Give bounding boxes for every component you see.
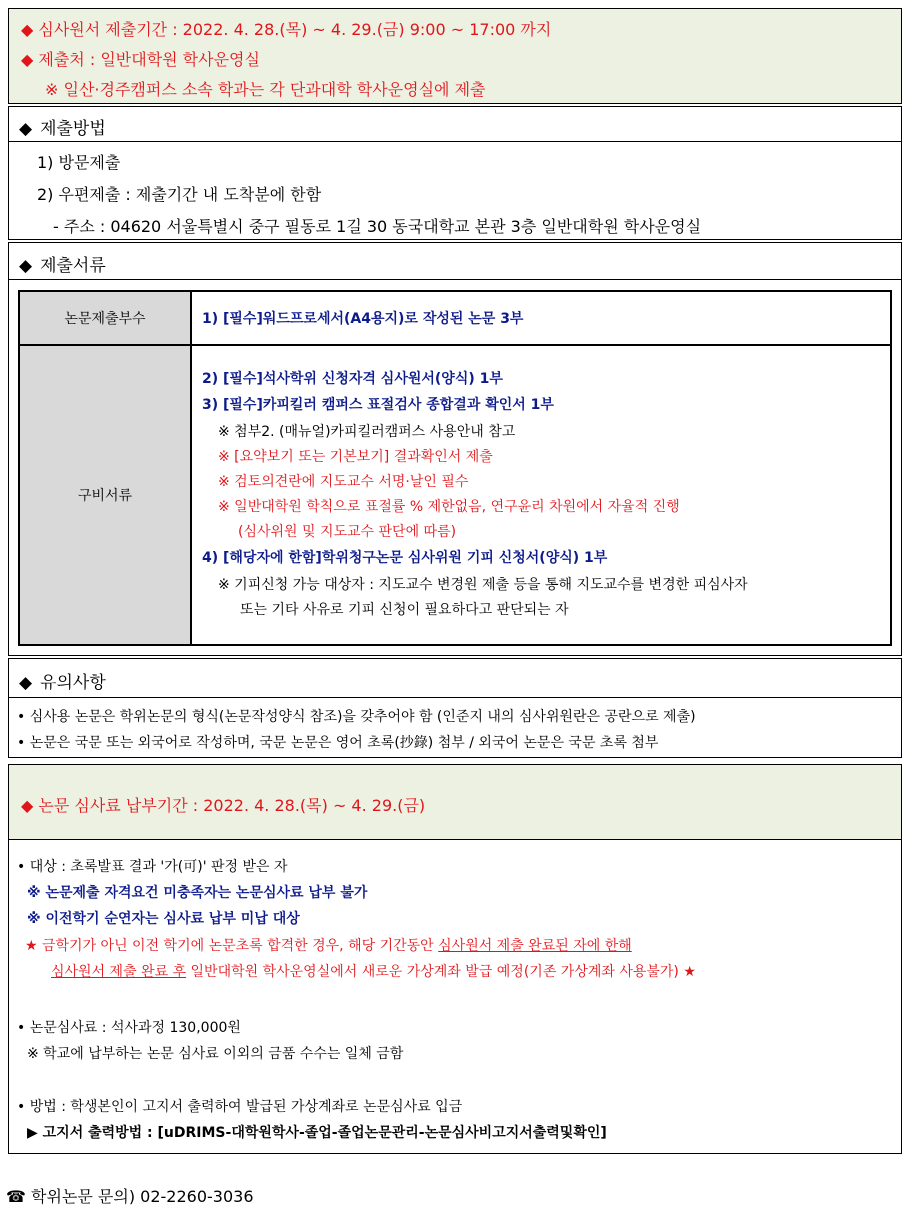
caution-item-1: • 심사용 논문은 학위논문의 형식(논문작성양식 참조)을 갖추어야 함 (인준지 내의 심사위원란은 공란으로 제출) bbox=[17, 709, 696, 725]
row2-label-cell bbox=[20, 346, 192, 644]
doc-note-4b: 또는 기타 사유로 기피 신청이 필요하다고 판단되는 자 bbox=[240, 602, 569, 618]
caution-title-box bbox=[8, 658, 902, 698]
doc-item-2: 2) [필수]석사학위 신청자격 심사원서(양식) 1부 bbox=[202, 371, 503, 387]
docs-title-box bbox=[8, 242, 902, 280]
doc-note-3b: ※ [요약보기 또는 기본보기] 결과확인서 제출 bbox=[218, 449, 493, 465]
fee-target: • 대상 : 초록발표 결과 '가(可)' 판정 받은 자 bbox=[17, 859, 288, 875]
docs-title: 제출서류 bbox=[40, 256, 106, 276]
doc-item-4: 4) [해당자에 한함]학위청구논문 심사위원 기피 신청서(양식) 1부 bbox=[202, 550, 608, 566]
row1-label: 논문제출부수 bbox=[64, 311, 146, 327]
campus-note: ※ 일산·경주캠퍼스 소속 학과는 각 단과대학 학사운영실에 제출 bbox=[45, 80, 486, 99]
fee-title-box bbox=[8, 764, 902, 840]
fee-star-line-2 bbox=[51, 961, 696, 981]
fee-star-1a: ★ 금학기가 아닌 이전 학기에 논문초록 합격한 경우, 해당 기간동안 bbox=[25, 938, 439, 954]
method-post: 2) 우편제출 : 제출기간 내 도착분에 한함 bbox=[37, 185, 322, 204]
caution-title: 유의사항 bbox=[40, 673, 106, 693]
fee-star-line-1 bbox=[25, 935, 632, 955]
doc-note-3e: (심사위원 및 지도교수 판단에 따름) bbox=[238, 524, 457, 540]
doc-note-3c: ※ 검토의견란에 지도교수 서명·날인 필수 bbox=[218, 474, 469, 490]
row2-label: 구비서류 bbox=[77, 488, 133, 504]
diamond-icon: ◆ bbox=[19, 119, 33, 139]
method-title-box bbox=[8, 106, 902, 142]
fee-method-path: ▶ 고지서 출력방법 : [uDRIMS-대학원학사-졸업-졸업논문관리-논문심사비고지서출력및확인] bbox=[27, 1125, 607, 1141]
fee-star-2a: 심사원서 제출 완료 후 bbox=[51, 964, 187, 980]
fee-method: • 방법 : 학생본인이 고지서 출력하여 발급된 가상계좌로 논문심사료 입금 bbox=[17, 1099, 463, 1115]
method-title: 제출방법 bbox=[40, 119, 106, 139]
doc-note-4a: ※ 기피신청 가능 대상자 : 지도교수 변경원 제출 등을 통해 지도교수를 변경한 피심사자 bbox=[218, 577, 748, 593]
fee-period: ◆ 논문 심사료 납부기간 : 2022. 4. 28.(목) ~ 4. 29.(금) bbox=[21, 796, 426, 815]
docs-table bbox=[18, 290, 892, 646]
submission-period: ◆ 심사원서 제출기간 : 2022. 4. 28.(목) ~ 4. 29.(금) 9:00 ~ 17:00 까지 bbox=[21, 20, 552, 39]
fee-note-1: ※ 논문제출 자격요건 미충족자는 논문심사료 납부 불가 bbox=[27, 885, 368, 901]
caution-body-box bbox=[8, 698, 902, 758]
contact-line: ☎ 학위논문 문의) 02-2260-3036 bbox=[6, 1187, 254, 1206]
doc-note-3a: ※ 첨부2. (매뉴얼)카피킬러캠퍼스 사용안내 참고 bbox=[218, 424, 516, 440]
fee-note-2: ※ 이전학기 순연자는 심사료 납부 미납 대상 bbox=[27, 911, 300, 927]
diamond-icon: ◆ bbox=[19, 673, 33, 693]
submission-place: ◆ 제출처 : 일반대학원 학사운영실 bbox=[21, 50, 260, 69]
doc-note-3d: ※ 일반대학원 학칙으로 표절률 % 제한없음, 연구윤리 차원에서 자율적 진행 bbox=[218, 499, 680, 515]
row1-label-cell bbox=[20, 292, 192, 344]
fee-body-box bbox=[8, 840, 902, 1154]
fee-amount: • 논문심사료 : 석사과정 130,000원 bbox=[17, 1020, 241, 1036]
row1-item: 1) [필수]워드프로세서(A4용지)로 작성된 논문 3부 bbox=[202, 311, 524, 327]
header-box bbox=[8, 8, 902, 104]
fee-star-2b: 일반대학원 학사운영실에서 새로운 가상계좌 발급 예정(기존 가상계좌 사용불가) ★ bbox=[186, 964, 696, 980]
method-body-box bbox=[8, 142, 902, 240]
method-visit: 1) 방문제출 bbox=[37, 153, 121, 172]
fee-amount-note: ※ 학교에 납부하는 논문 심사료 이외의 금품 수수는 일체 금함 bbox=[27, 1046, 404, 1062]
fee-star-1b: 심사원서 제출 완료된 자에 한해 bbox=[438, 938, 632, 954]
diamond-icon: ◆ bbox=[19, 256, 33, 276]
method-address: - 주소 : 04620 서울특별시 중구 필동로 1길 30 동국대학교 본관 3층 일반대학원 학사운영실 bbox=[53, 217, 702, 236]
caution-item-2: • 논문은 국문 또는 외국어로 작성하며, 국문 논문은 영어 초록(抄錄) 첨부 / 외국어 논문은 국문 초록 첨부 bbox=[17, 735, 659, 751]
doc-item-3: 3) [필수]카피킬러 캠퍼스 표절검사 종합결과 확인서 1부 bbox=[202, 397, 554, 413]
docs-body-box bbox=[8, 280, 902, 656]
